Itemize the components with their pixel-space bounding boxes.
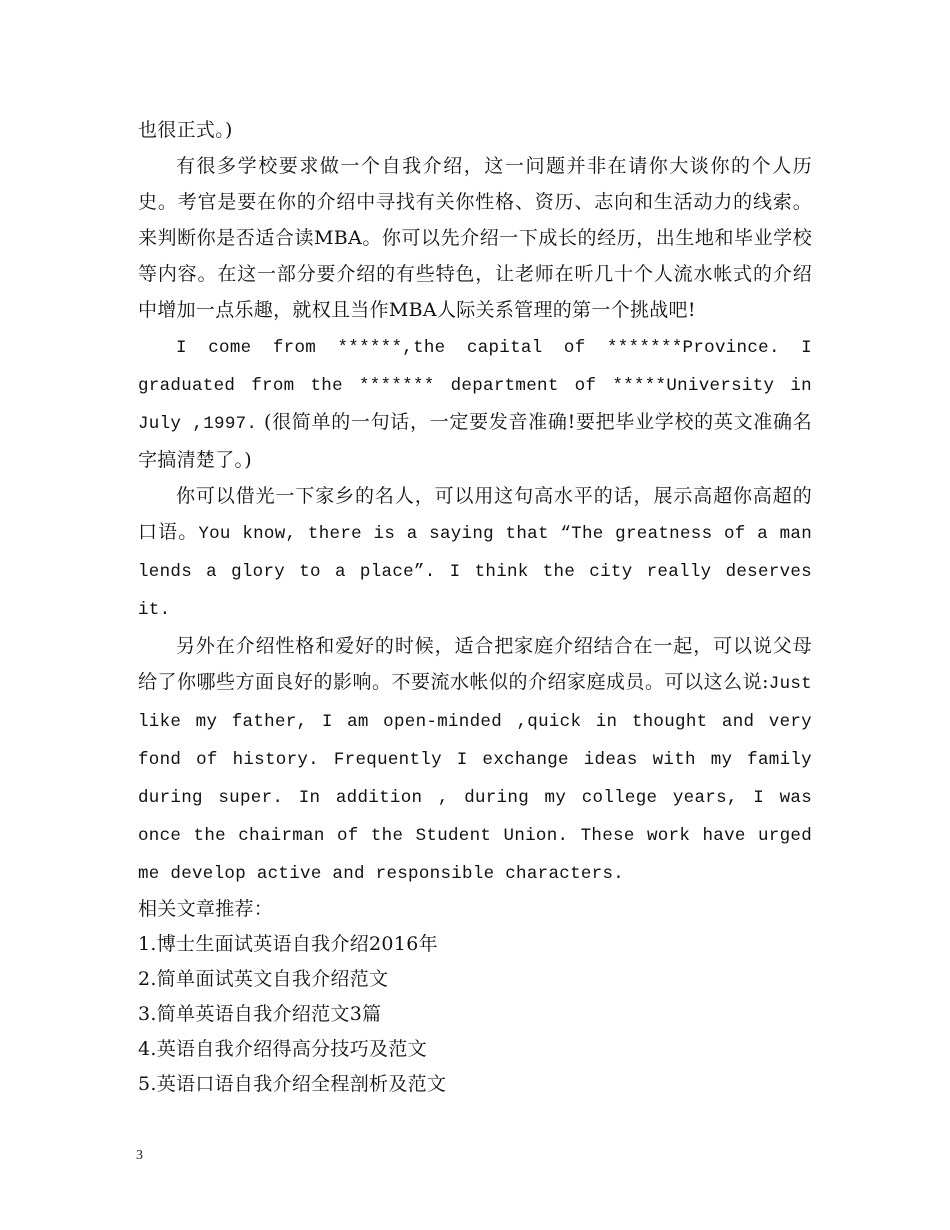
saying-english-text: You know, there is a saying that “The greatness of a man lends a glory to a place”. I think the city really deserves it.: [138, 524, 812, 620]
related-link[interactable]: 5.英语口语自我介绍全程剖析及范文: [138, 1073, 447, 1095]
paragraph-family: [138, 628, 812, 892]
related-link[interactable]: 1.博士生面试英语自我介绍2016年: [138, 933, 438, 955]
page-number: 3: [136, 1148, 143, 1163]
related-link[interactable]: 2.简单面试英文自我介绍范文: [138, 968, 389, 990]
paragraph-intro-advice: 有很多学校要求做一个自我介绍，这一问题并非在请你大谈你的个人历史。考官是要在你的介绍中寻找有关你性格、资历、志向和生活动力的线索。来判断你是否适合读MBA。你可以先介绍一下成长的经历，出生地和毕业学校等内容。在这一部分要介绍的有些特色，让老师在听几十个人流水帐式的介绍中增加一点乐趣，就权且当作MBA人际关系管理的第一个挑战吧!: [138, 155, 812, 321]
sample-english-text: I come from ******,the capital of *******Province. I graduated from the ******* department of *****University in July ,1997.: [138, 338, 812, 434]
related-articles: [138, 892, 812, 1102]
paragraph-famous-saying: [138, 478, 812, 628]
related-link[interactable]: 4.英语自我介绍得高分技巧及范文: [138, 1038, 427, 1060]
saying-advice: 你可以借光一下家乡的名人，可以用这句高水平的话，展示高超你高超的口语。: [138, 485, 812, 543]
paragraph-continuation: 也很正式。): [138, 119, 233, 141]
related-link[interactable]: 3.简单英语自我介绍范文3篇: [138, 1003, 382, 1025]
document-body: [138, 112, 812, 1102]
paragraph-sample-hometown: [138, 328, 812, 478]
family-advice: 另外在介绍性格和爱好的时候，适合把家庭介绍结合在一起，可以说父母给了你哪些方面良好的影响。不要流水帐似的介绍家庭成员。可以这么说:: [138, 635, 812, 693]
family-english-text: Just like my father, I am open-minded ,quick in thought and very fond of history. Frequently I exchange ideas with my family during super. In addition , during my college years, I was once the chairman of the Student Union. These work have urged me develop active and responsible characters.: [138, 674, 812, 884]
sample-note: (很简单的一句话，一定要发音准确!要把毕业学校的英文准确名字搞清楚了。): [138, 411, 812, 471]
related-heading: 相关文章推荐：: [138, 898, 274, 920]
